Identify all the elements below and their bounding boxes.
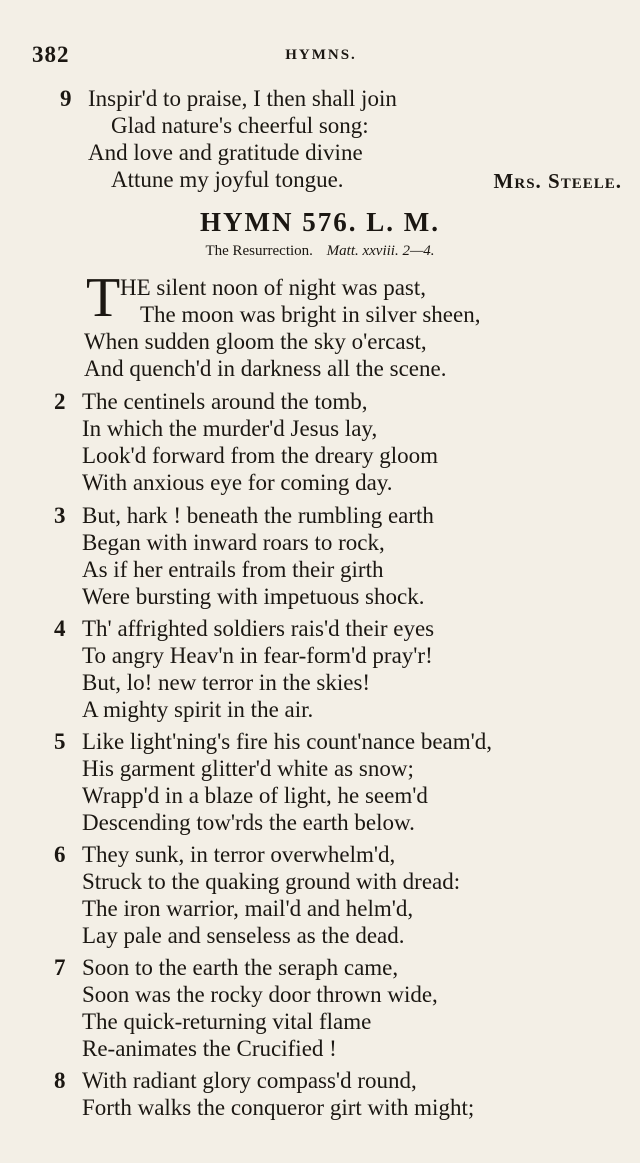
stanza-number: 2 <box>54 389 66 414</box>
verse-line: HE silent noon of night was past, <box>120 275 426 300</box>
verse-line: The iron warrior, mail'd and helm'd, <box>82 896 414 921</box>
stanza-number: 6 <box>54 842 66 867</box>
hymn-title: HYMN 576. L. M. <box>200 207 440 237</box>
verse-line: Glad nature's cheerful song: <box>111 113 369 138</box>
verse-line: Wrapp'd in a blaze of light, he seem'd <box>82 783 428 808</box>
verse-line: And love and gratitude divine <box>88 140 363 165</box>
page-header <box>32 42 610 72</box>
verse-line: Re-animates the Crucified ! <box>82 1036 337 1061</box>
verse-line: Attune my joyful tongue. <box>111 167 344 192</box>
stanza-number: 7 <box>54 955 66 980</box>
running-head: HYMNS. <box>285 47 357 63</box>
verse-line: With anxious eye for coming day. <box>82 470 393 495</box>
verse-line: As if her entrails from their girth <box>82 557 384 582</box>
verse-line: To angry Heav'n in fear-form'd pray'r! <box>82 643 433 668</box>
page-number: 382 <box>32 42 70 67</box>
drop-cap: T <box>86 267 121 329</box>
verse-line: But, hark ! beneath the rumbling earth <box>82 503 434 528</box>
verse-line: A mighty spirit in the air. <box>82 697 314 722</box>
verse-line: Soon to the earth the seraph came, <box>82 955 399 980</box>
author-attribution: Mrs. Steele. <box>493 169 622 193</box>
verse-line: In which the murder'd Jesus lay, <box>82 416 378 441</box>
hymn-theme: The Resurrection. <box>205 243 313 259</box>
verse-line: The quick-returning vital flame <box>82 1009 372 1034</box>
verse-line: Descending tow'rds the earth below. <box>82 810 415 835</box>
verse-line: Inspir'd to praise, I then shall join <box>88 86 397 111</box>
verse-line: Soon was the rocky door thrown wide, <box>82 982 438 1007</box>
verse-line: His garment glitter'd white as snow; <box>82 756 414 781</box>
verse-line: Like light'ning's fire his count'nance beam'd, <box>82 729 493 754</box>
verse-line: Th' affrighted soldiers rais'd their eyes <box>82 616 435 641</box>
stanza-number: 3 <box>54 503 66 528</box>
stanza-number: 4 <box>54 616 66 641</box>
hymn-subtitle <box>0 243 640 260</box>
verse-line: Forth walks the conqueror girt with might; <box>82 1095 475 1120</box>
verse-line: With radiant glory compass'd round, <box>82 1068 417 1093</box>
verse-line: When sudden gloom the sky o'ercast, <box>84 329 427 354</box>
verse-line: Struck to the quaking ground with dread: <box>82 869 461 894</box>
stanza-number: 9 <box>60 86 72 111</box>
stanza-number: 8 <box>54 1068 66 1093</box>
verse-line: But, lo! new terror in the skies! <box>82 670 371 695</box>
verse-line: Look'd forward from the dreary gloom <box>82 443 439 468</box>
verse-line: The centinels around the tomb, <box>82 389 368 414</box>
scripture-reference: Matt. xxviii. 2—4. <box>326 243 435 259</box>
verse-line: Lay pale and senseless as the dead. <box>82 923 405 948</box>
verse-line: The moon was bright in silver sheen, <box>140 302 481 327</box>
verse-line: And quench'd in darkness all the scene. <box>84 356 447 381</box>
stanza-number: 5 <box>54 729 66 754</box>
verse-line: They sunk, in terror overwhelm'd, <box>82 842 396 867</box>
verse-line: Were bursting with impetuous shock. <box>82 584 425 609</box>
verse-line: Began with inward roars to rock, <box>82 530 385 555</box>
